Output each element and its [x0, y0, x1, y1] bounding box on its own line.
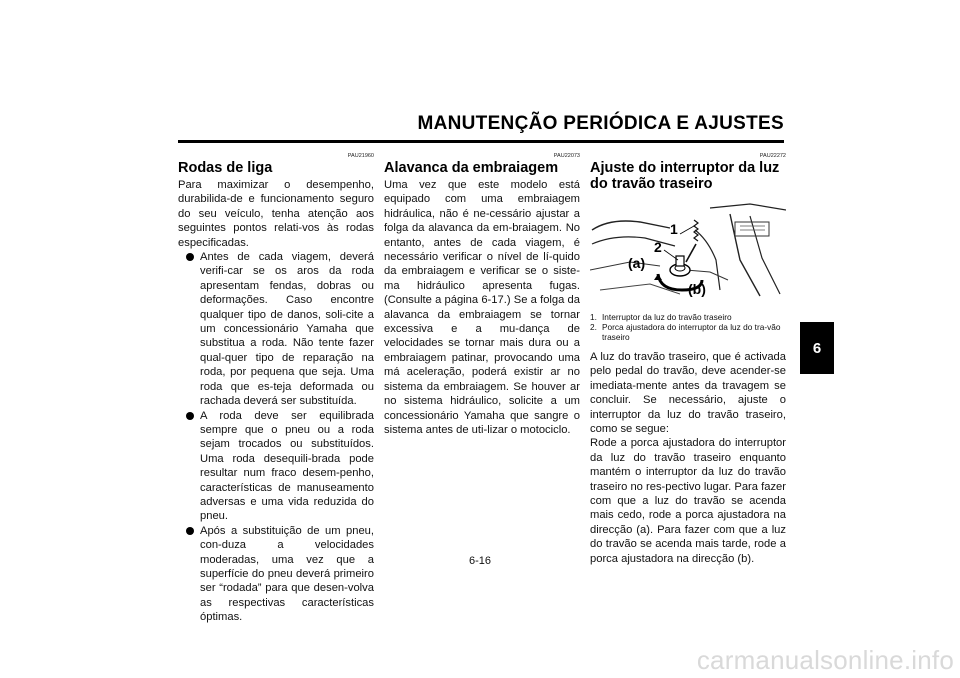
section-intro: Para maximizar o desempenho, durabilida-de e funcionamento seguro do seu veículo, tenha atenção aos seguintes pontos relati-vos às rodas especificadas. [178, 179, 374, 249]
bullet-text: Após a substituição de um pneu, con-duza a velocidades moderadas, uma vez que a superfície do pneu deverá primeiro ser “rodada” para que desen-volva as respectivas características óptimas. [200, 524, 374, 624]
chapter-tab-label: 6 [812, 339, 822, 357]
section-title: Rodas de liga [178, 160, 273, 176]
section-brake-light-switch [590, 152, 786, 566]
chapter-tab[interactable] [800, 322, 834, 374]
section-clutch-lever [384, 152, 580, 437]
bullet-list [178, 250, 374, 625]
bullet-item [178, 250, 374, 408]
bullet-icon [186, 253, 194, 261]
section-title: Ajuste do interruptor da luz do travão traseiro [590, 160, 780, 192]
bullet-text: A roda deve ser equilibrada sempre que o pneu ou a roda sejam trocados ou substituídos. Uma roda desequili-brada pode resultar num fraco desem-penho, características de manuseamento adversas e uma vida reduzida do pneu. [200, 409, 374, 523]
figure-captions [590, 312, 786, 342]
section-code: PAU22073 [553, 153, 580, 159]
bullet-item [178, 524, 374, 625]
caption-item [590, 322, 786, 342]
bullet-item [178, 409, 374, 524]
section-alloy-wheels [178, 152, 374, 625]
caption-text: Porca ajustadora do interruptor da luz do tra-vão traseiro [602, 322, 781, 342]
brake-switch-figure [590, 200, 786, 306]
bullet-icon [186, 412, 194, 420]
figure-label-b: (b) [688, 281, 706, 297]
section-body-1: A luz do travão traseiro, que é activada pelo pedal do travão, deve acender-se imediata-mente antes da travagem se concluir. Se necessário, ajuste o interruptor da luz do travão traseiro, como se segue: [590, 351, 786, 436]
figure-label-2: 2 [654, 239, 662, 255]
bullet-text: Antes de cada viagem, deverá verifi-car se os aros da roda apresentam fendas, dobras ou deformações. Caso encontre qualquer tipo de danos, soli-cite a um concessionário Yamaha que substitua a roda. Não tente fazer qual-quer tipo de reparação na roda, por pequena que seja. Uma roda que es-teja deformada ou rachada deverá ser substituída. [200, 251, 374, 408]
header-rule [178, 140, 784, 143]
page-header-title: MANUTENÇÃO PERIÓDICA E AJUSTES [417, 113, 784, 134]
caption-number: 1. [590, 312, 597, 322]
section-code: PAU21960 [347, 153, 374, 159]
section-body-2: Rode a porca ajustadora do interruptor da luz do travão traseiro enquanto mantém o interruptor da luz do travão traseiro no res-pectivo lugar. Para fazer com que a luz do travão se acenda mais cedo, rode a porca ajustadora na direcção (a). Para fazer com que a luz do travão se acenda mais tarde, rode a porca ajustadora na direcção (b). [590, 437, 786, 565]
watermark-link[interactable]: carmanualsonline.info [696, 645, 954, 675]
section-title: Alavanca da embraiagem [384, 160, 559, 176]
page-number: 6-16 [468, 555, 492, 567]
section-body: Uma vez que este modelo está equipado com uma embraiagem hidráulica, não é ne-cessário ajustar a folga da alavanca da em-braiagem. No entanto, antes de cada viagem, é necessário verificar o nível de lí-quido da embraiagem e verificar se o siste-ma hidráulico apresenta fugas. (Consulte a página 6-17.) Se a folga da alavanca da embraiagem se tornar excessiva e a mu-dança de velocidades se tornar mais dura ou a embraiagem patinar, provocando uma má aceleração, poderá existir ar no sistema da embraiagem. Se houver ar no sistema hidráulico, solicite a um concessionário Yamaha que sangre o sistema antes de uti-lizar o motociclo. [384, 179, 580, 436]
section-code: PAU22272 [759, 153, 786, 159]
caption-item [590, 312, 786, 322]
caption-number: 2. [590, 322, 597, 332]
figure-label-a: (a) [628, 255, 646, 271]
figure-label-1: 1 [670, 221, 678, 237]
bullet-icon [186, 527, 194, 535]
caption-text: Interruptor da luz do travão traseiro [602, 312, 732, 322]
